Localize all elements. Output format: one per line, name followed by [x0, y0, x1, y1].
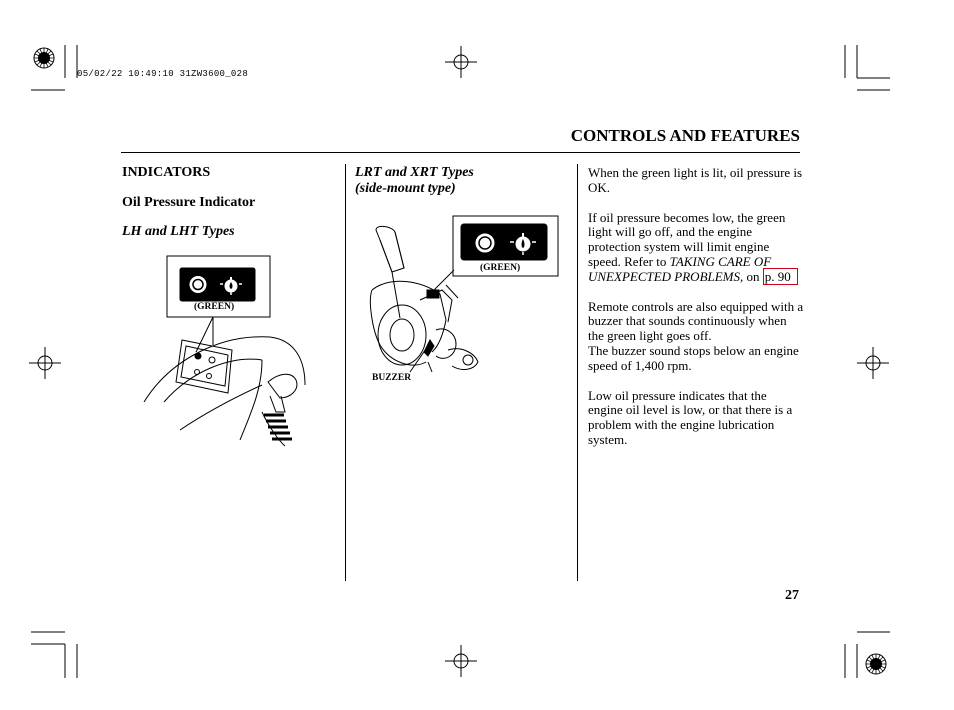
- print-timestamp: 05/02/22 10:49:10 31ZW3600_028: [77, 69, 249, 79]
- para-low-pressure: If oil pressure becomes low, the green light will go off, and the engine protection system will limit engine speed. Refer to TAKING CARE OF UNEXPECTED PROBLEMS, on p. 90: [588, 211, 804, 285]
- section-title: CONTROLS AND FEATURES: [570, 126, 800, 145]
- middle-green-label: (GREEN): [480, 263, 521, 273]
- para-green-light: When the green light is lit, oil pressure is OK.: [588, 165, 803, 195]
- page-reference-link[interactable]: p. 90: [763, 268, 798, 285]
- right-column-text: [588, 166, 804, 448]
- para-low-oil-cause: Low oil pressure indicates that the engine oil level is low, or that there is a problem with the engine lubrication system.: [588, 387, 793, 447]
- taking-care-link-text: TAKING CARE OF UNEXPECTED PROBLEMS: [588, 253, 772, 284]
- middle-figure: [370, 216, 558, 372]
- left-green-label: (GREEN): [194, 302, 235, 312]
- lh-lht-types-heading: LH and LHT Types: [122, 224, 235, 239]
- lrt-xrt-types-heading: LRT and XRT Types: [355, 165, 474, 180]
- left-figure: [144, 256, 305, 446]
- page-number: 27: [785, 588, 799, 603]
- side-mount-type-heading: (side-mount type): [355, 181, 456, 196]
- para-buzzer-stop: The buzzer sound stops below an engine speed of 1,400 rpm.: [588, 342, 799, 373]
- oil-pressure-heading: Oil Pressure Indicator: [122, 195, 256, 210]
- para-buzzer: Remote controls are also equipped with a buzzer that sounds continuously when the green light goes off.: [588, 298, 804, 344]
- buzzer-label: BUZZER: [372, 373, 412, 383]
- indicators-heading: INDICATORS: [122, 165, 211, 180]
